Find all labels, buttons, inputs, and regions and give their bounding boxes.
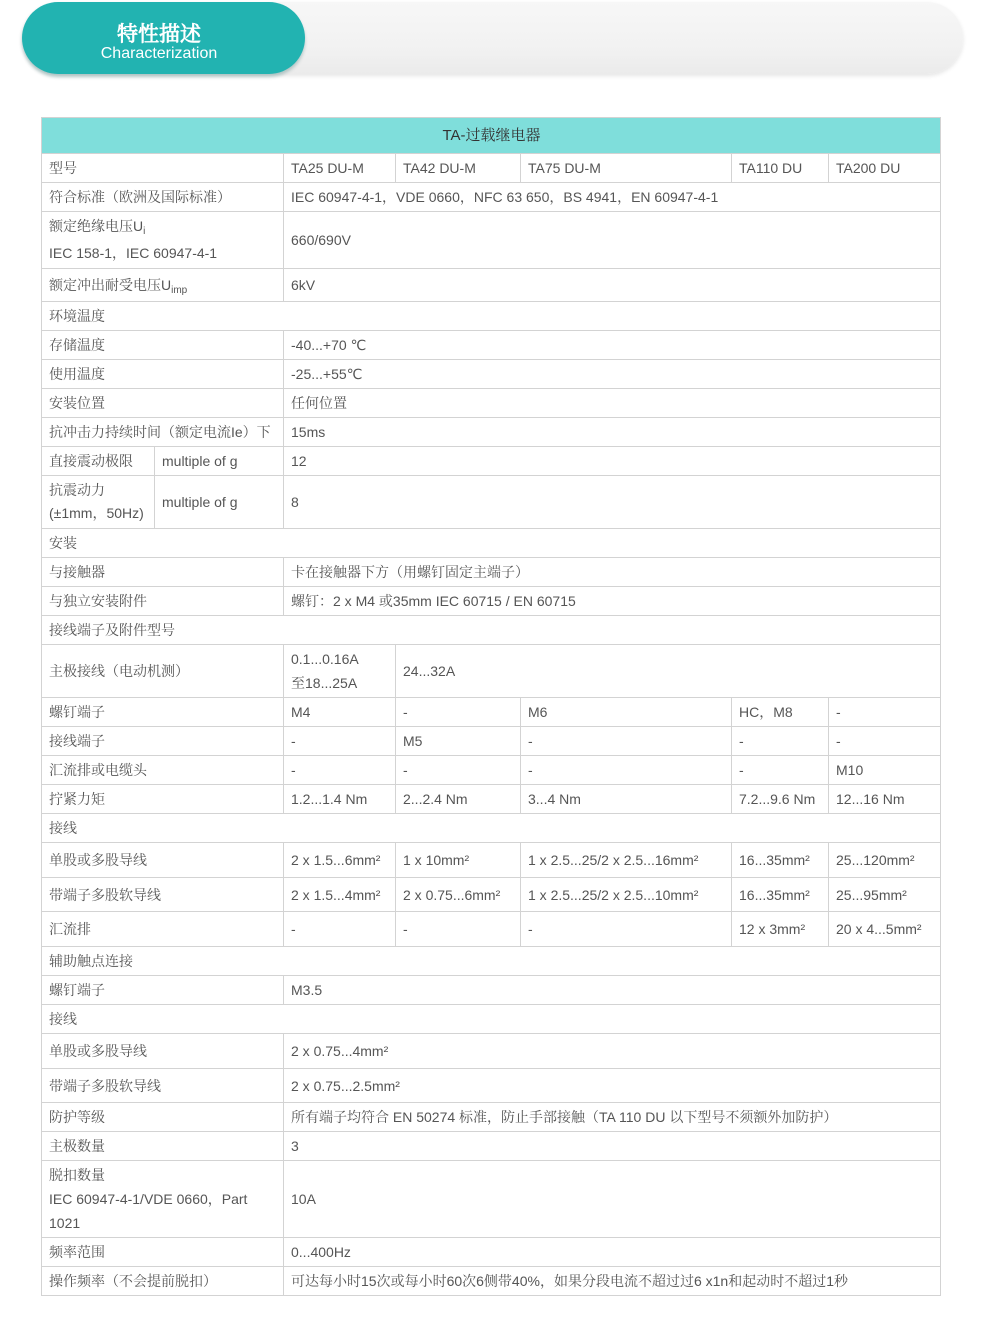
label-line: (±1mm，50Hz): [49, 505, 144, 521]
value-ta25: -: [284, 727, 396, 756]
row-value: 12: [284, 447, 941, 476]
row-label: 螺钉端子: [42, 976, 284, 1005]
row-value: 2 x 0.75...2.5mm²: [284, 1069, 941, 1103]
row-value: IEC 60947-4-1，VDE 0660，NFC 63 650，BS 4941，EN 60947-4-1: [284, 183, 941, 212]
value-ta200: -: [829, 727, 941, 756]
section-row: [42, 1005, 941, 1034]
section-row: [42, 814, 941, 843]
row-value: 所有端子均符合 EN 50274 标准，防止手部接触（TA 110 DU 以下型号不须额外加防护）: [284, 1103, 941, 1132]
row-label: 抗冲击力持续时间（额定电流Ie）下: [42, 418, 284, 447]
label-subscript: i: [143, 226, 146, 237]
value-ta110: 7.2...9.6 Nm: [732, 785, 829, 814]
row-label: 主极数量: [42, 1132, 284, 1161]
row-label: 汇流排: [42, 912, 284, 947]
row-label: 操作频率（不会提前脱扣）: [42, 1267, 284, 1296]
row-label: 使用温度: [42, 360, 284, 389]
value-line: 0.1...0.16A: [291, 651, 359, 667]
table-row: [42, 183, 941, 212]
section-subtitle: Characterization: [100, 45, 218, 62]
row-value: -25...+55℃: [284, 360, 941, 389]
spec-table: [41, 117, 941, 1296]
section-row: [42, 616, 941, 645]
value-ta75: -: [521, 912, 732, 947]
row-label: [42, 269, 284, 302]
value-ta42: 2 x 0.75...6mm²: [396, 878, 521, 912]
label-subscript: imp: [171, 285, 188, 296]
value-ta75: 1 x 2.5...25/2 x 2.5...16mm²: [521, 843, 732, 878]
section-heading: 安装: [42, 529, 941, 558]
row-label: 防护等级: [42, 1103, 284, 1132]
row-value: 可达每小时15次或每小时60次6侧带40%，如果分段电流不超过过6 x1n和起动时不超过1秒: [284, 1267, 941, 1296]
row-value: 任何位置: [284, 389, 941, 418]
label-note: IEC 158-1，IEC 60947-4-1: [49, 245, 218, 261]
row-label: 型号: [42, 154, 284, 183]
value-line: 至18...25A: [291, 675, 358, 691]
row-label: 与独立安装附件: [42, 587, 284, 616]
label-line: [49, 213, 277, 240]
value-ta200: 20 x 4...5mm²: [829, 912, 941, 947]
row-label: 拧紧力矩: [42, 785, 284, 814]
value-ta110: HC，M8: [732, 698, 829, 727]
table-row: [42, 476, 941, 529]
table-row: [42, 912, 941, 947]
table-row: [42, 331, 941, 360]
row-label: 主极接线（电动机测）: [42, 645, 284, 698]
value-ta42: 1 x 10mm²: [396, 843, 521, 878]
table-row: [42, 1238, 941, 1267]
row-label: [42, 212, 284, 269]
section-row: [42, 529, 941, 558]
table-row: [42, 1267, 941, 1296]
value-ta110: -: [732, 727, 829, 756]
table-row: [42, 1069, 941, 1103]
row-label: 频率范围: [42, 1238, 284, 1267]
row-value: 15ms: [284, 418, 941, 447]
model-ta200: TA200 DU: [829, 154, 941, 183]
table-title-row: [42, 118, 941, 154]
row-value: 660/690V: [284, 212, 941, 269]
row-value: -40...+70 ℃: [284, 331, 941, 360]
row-label: 单股或多股导线: [42, 843, 284, 878]
label-text: 额定绝缘电压U: [49, 218, 144, 234]
value-ta25: 2 x 1.5...6mm²: [284, 843, 396, 878]
value-ta25: M4: [284, 698, 396, 727]
value-ta25: 1.2...1.4 Nm: [284, 785, 396, 814]
row-label: 带端子多股软导线: [42, 878, 284, 912]
row-label: 与接触器: [42, 558, 284, 587]
value-ta25: 2 x 1.5...4mm²: [284, 878, 396, 912]
model-ta25: TA25 DU-M: [284, 154, 396, 183]
table-row: [42, 1103, 941, 1132]
table-row: [42, 698, 941, 727]
label-line: IEC 60947-4-1/VDE 0660，Part: [49, 1191, 248, 1207]
row-value: 螺钉：2 x M4 或35mm IEC 60715 / EN 60715: [284, 587, 941, 616]
table-row: [42, 727, 941, 756]
section-heading: 环境温度: [42, 302, 941, 331]
row-value: 2 x 0.75...4mm²: [284, 1034, 941, 1069]
value-ta200: -: [829, 698, 941, 727]
table-row: [42, 976, 941, 1005]
value-ta110: 16...35mm²: [732, 878, 829, 912]
value-ta110: 12 x 3mm²: [732, 912, 829, 947]
row-value: 0...400Hz: [284, 1238, 941, 1267]
section-heading: 接线端子及附件型号: [42, 616, 941, 645]
value-ta42: -: [396, 756, 521, 785]
row-label: 带端子多股软导线: [42, 1069, 284, 1103]
row-value: 3: [284, 1132, 941, 1161]
value-ta200: 12...16 Nm: [829, 785, 941, 814]
table-row: [42, 389, 941, 418]
table-row: [42, 418, 941, 447]
label-line: 1021: [49, 1215, 81, 1231]
table-row: [42, 785, 941, 814]
row-value: 卡在接触器下方（用螺钉固定主端子）: [284, 558, 941, 587]
table-row: [42, 645, 941, 698]
section-banner: [22, 2, 963, 74]
section-heading: 辅助触点连接: [42, 947, 941, 976]
table-row: [42, 558, 941, 587]
row-label: 汇流排或电缆头: [42, 756, 284, 785]
value-ta42: -: [396, 912, 521, 947]
row-label: 直接震动极限: [42, 447, 155, 476]
section-heading: 接线: [42, 814, 941, 843]
table-row: [42, 1132, 941, 1161]
value-ta42-to-ta200: 24...32A: [396, 645, 941, 698]
section-row: [42, 302, 941, 331]
table-row: [42, 878, 941, 912]
value-ta75: 1 x 2.5...25/2 x 2.5...10mm²: [521, 878, 732, 912]
value-ta25: [284, 645, 396, 698]
section-title: 特性描述: [117, 22, 201, 46]
label-line: 脱扣数量: [49, 1167, 105, 1183]
table-row: [42, 212, 941, 269]
row-value: 8: [284, 476, 941, 529]
value-ta75: -: [521, 727, 732, 756]
value-ta42: 2...2.4 Nm: [396, 785, 521, 814]
model-row: [42, 154, 941, 183]
row-label: 单股或多股导线: [42, 1034, 284, 1069]
table-row: [42, 756, 941, 785]
table-row: [42, 587, 941, 616]
label-line: 抗震动力: [49, 482, 105, 498]
row-label: 接线端子: [42, 727, 284, 756]
value-ta75: -: [521, 756, 732, 785]
value-ta42: -: [396, 698, 521, 727]
row-label: [42, 476, 155, 529]
row-value: M3.5: [284, 976, 941, 1005]
row-unit: multiple of g: [155, 476, 284, 529]
table-row: [42, 269, 941, 302]
value-ta110: -: [732, 756, 829, 785]
value-ta110: 16...35mm²: [732, 843, 829, 878]
table-title: TA-过载继电器: [42, 118, 941, 154]
table-row: [42, 843, 941, 878]
row-label: 安装位置: [42, 389, 284, 418]
value-ta200: 25...120mm²: [829, 843, 941, 878]
value-ta25: -: [284, 756, 396, 785]
model-ta110: TA110 DU: [732, 154, 829, 183]
row-label: 存储温度: [42, 331, 284, 360]
spec-table-body: [42, 118, 941, 1296]
model-ta42: TA42 DU-M: [396, 154, 521, 183]
value-ta42: M5: [396, 727, 521, 756]
row-label: 符合标准（欧洲及国际标准）: [42, 183, 284, 212]
section-heading: 接线: [42, 1005, 941, 1034]
row-unit: multiple of g: [155, 447, 284, 476]
value-ta200: 25...95mm²: [829, 878, 941, 912]
banner-title-pill: [22, 2, 305, 74]
row-value: 6kV: [284, 269, 941, 302]
value-ta25: -: [284, 912, 396, 947]
value-ta75: 3...4 Nm: [521, 785, 732, 814]
label-text: 额定冲出耐受电压U: [49, 277, 172, 293]
row-label: [42, 1161, 284, 1238]
value-ta75: M6: [521, 698, 732, 727]
section-row: [42, 947, 941, 976]
row-value: 10A: [284, 1161, 941, 1238]
table-row: [42, 447, 941, 476]
table-row: [42, 1034, 941, 1069]
table-row: [42, 360, 941, 389]
value-ta200: M10: [829, 756, 941, 785]
model-ta75: TA75 DU-M: [521, 154, 732, 183]
row-label: 螺钉端子: [42, 698, 284, 727]
table-row: [42, 1161, 941, 1238]
